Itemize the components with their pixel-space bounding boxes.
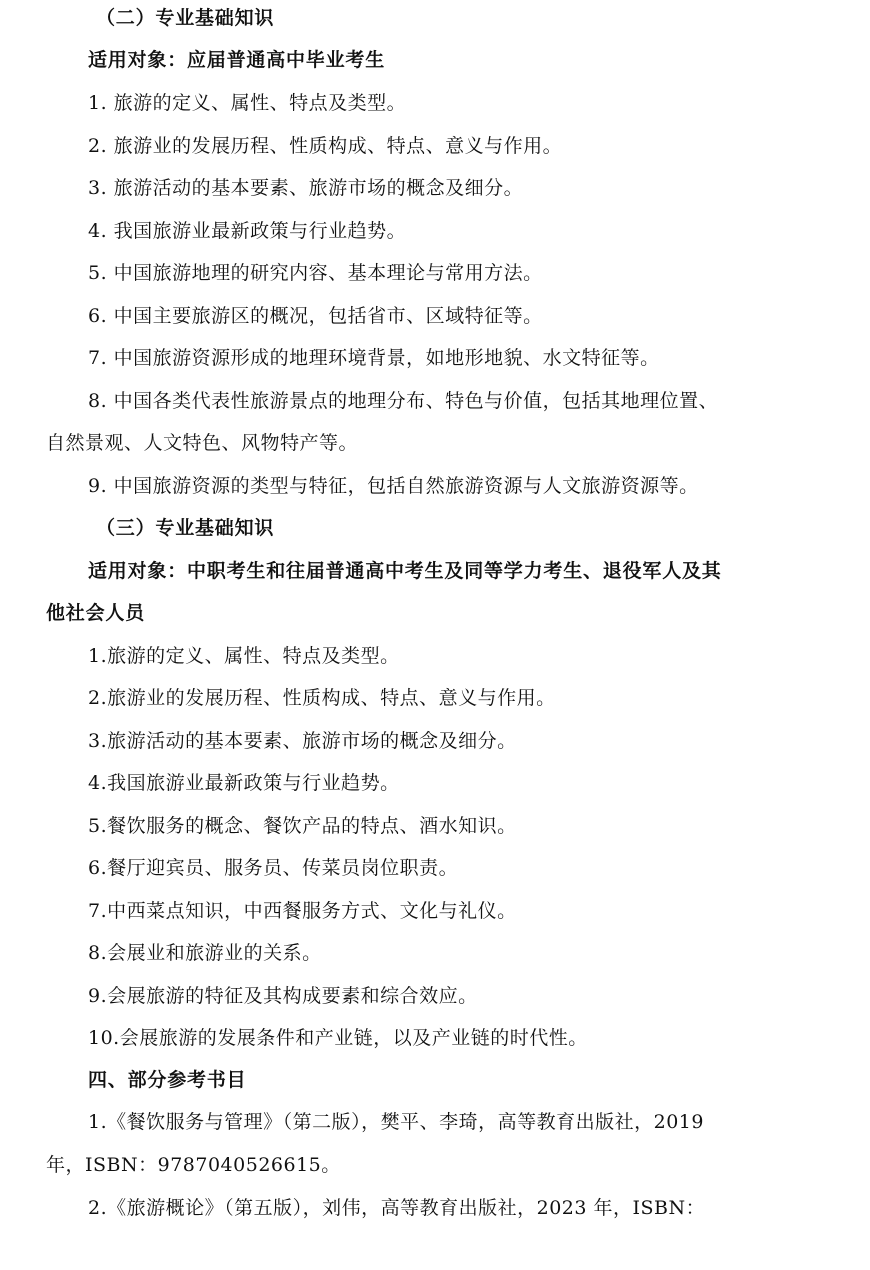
section-2-item-6: 6. 中国主要旅游区的概况，包括省市、区域特征等。	[88, 305, 543, 327]
section-2-item-2: 2. 旅游业的发展历程、性质构成、特点、意义与作用。	[88, 135, 563, 157]
section-3-item-5: 5.餐饮服务的概念、餐饮产品的特点、酒水知识。	[88, 815, 517, 837]
section-3-item-8: 8.会展业和旅游业的关系。	[88, 942, 322, 964]
section-2-target: 适用对象：应届普通高中毕业考生	[88, 49, 386, 71]
section-2-item-9: 9. 中国旅游资源的类型与特征，包括自然旅游资源与人文旅游资源等。	[88, 475, 699, 497]
section-2-item-5: 5. 中国旅游地理的研究内容、基本理论与常用方法。	[88, 262, 543, 284]
section-2-item-8-continued: 自然景观、人文特色、风物特产等。	[46, 432, 359, 454]
section-3-item-7: 7.中西菜点知识，中西餐服务方式、文化与礼仪。	[88, 900, 517, 922]
section-3-item-10: 10.会展旅游的发展条件和产业链，以及产业链的时代性。	[88, 1027, 588, 1049]
section-3-target-line-1: 适用对象：中职考生和往届普通高中考生及同等学力考生、退役军人及其	[88, 560, 722, 582]
section-4-heading: 四、部分参考书目	[88, 1069, 247, 1091]
section-2-item-3: 3. 旅游活动的基本要素、旅游市场的概念及细分。	[88, 177, 524, 199]
section-2-item-4: 4. 我国旅游业最新政策与行业趋势。	[88, 220, 407, 242]
section-2-heading: （二）专业基础知识	[96, 7, 275, 29]
section-3-item-6: 6.餐厅迎宾员、服务员、传菜员岗位职责。	[88, 857, 459, 879]
section-3-item-1: 1.旅游的定义、属性、特点及类型。	[88, 645, 400, 667]
section-3-item-9: 9.会展旅游的特征及其构成要素和综合效应。	[88, 985, 478, 1007]
reference-1-line-1: 1.《餐饮服务与管理》（第二版），樊平、李琦，高等教育出版社，2019	[88, 1111, 704, 1133]
section-3-item-2: 2.旅游业的发展历程、性质构成、特点、意义与作用。	[88, 687, 556, 709]
reference-1-line-2: 年，ISBN：9787040526615。	[46, 1154, 341, 1176]
section-2-item-8: 8. 中国各类代表性旅游景点的地理分布、特色与价值，包括其地理位置、	[88, 390, 719, 412]
section-2-item-1: 1. 旅游的定义、属性、特点及类型。	[88, 92, 407, 114]
section-3-heading: （三）专业基础知识	[96, 517, 275, 539]
section-2-item-7: 7. 中国旅游资源形成的地理环境背景，如地形地貌、水文特征等。	[88, 347, 660, 369]
section-3-target-line-2: 他社会人员	[46, 602, 146, 624]
section-3-item-4: 4.我国旅游业最新政策与行业趋势。	[88, 772, 400, 794]
reference-2-line-1: 2.《旅游概论》（第五版），刘伟，高等教育出版社，2023 年，ISBN：	[88, 1197, 706, 1219]
section-3-item-3: 3.旅游活动的基本要素、旅游市场的概念及细分。	[88, 730, 517, 752]
